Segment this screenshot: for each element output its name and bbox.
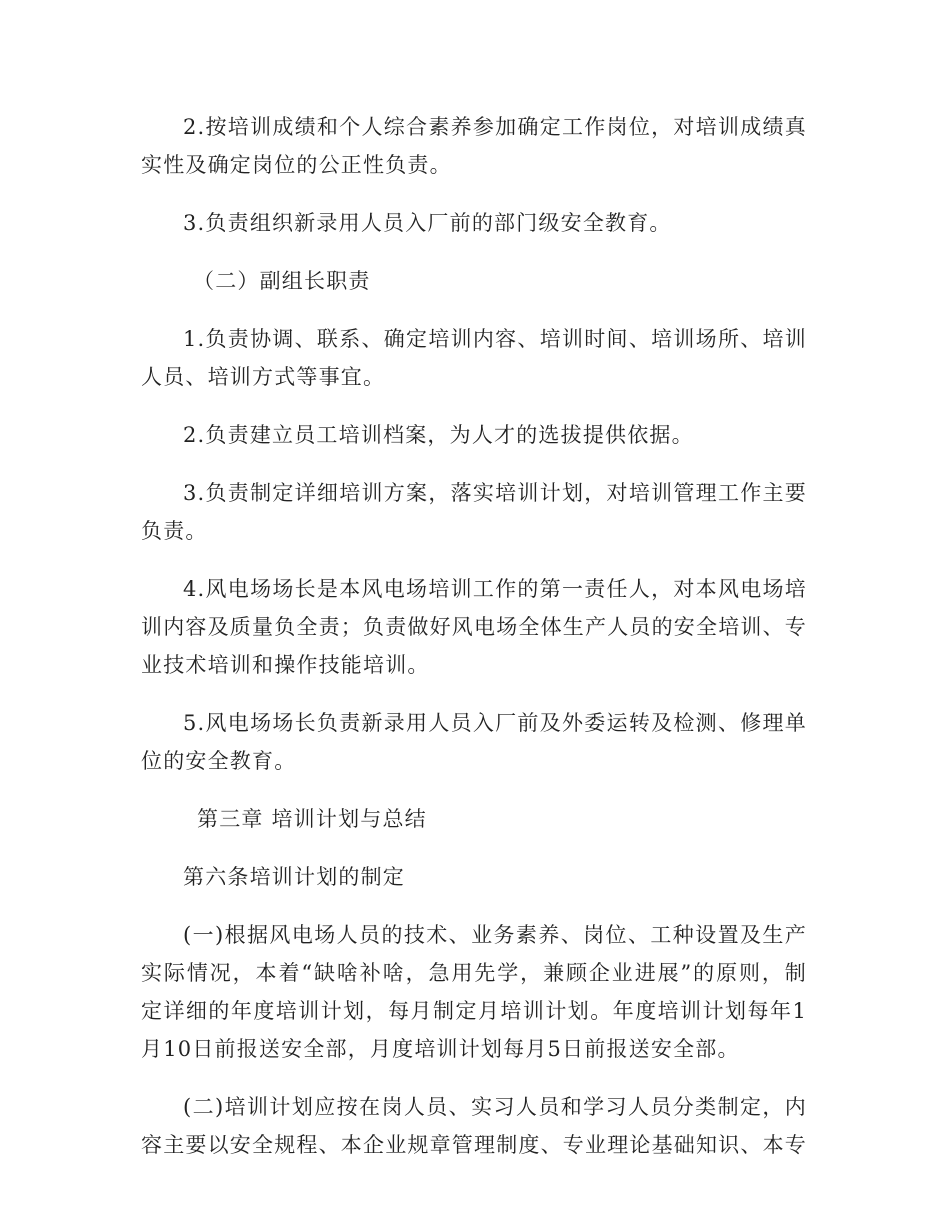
article-heading: 第六条培训计划的制定 bbox=[183, 865, 405, 889]
paragraph-1: 2.按培训成绩和个人综合素养参加确定工作岗位，对培训成绩真实性及确定岗位的公正性负责。 bbox=[141, 115, 807, 177]
paragraph-6: 4.风电场场长是本风电场培训工作的第一责任人，对本风电场培训内容及质量负全责；负责做好风电场全体生产人员的安全培训、专业技术培训和操作技能培训。 bbox=[141, 577, 807, 677]
paragraph-4: 2.负责建立员工培训档案，为人才的选拔提供依据。 bbox=[183, 423, 694, 447]
paragraph-5: 3.负责制定详细培训方案，落实培训计划，对培训管理工作主要负责。 bbox=[141, 481, 807, 543]
section-heading-vice-leader-duties: （二）副组长职责 bbox=[193, 269, 371, 293]
paragraph-3: 1.负责协调、联系、确定培训内容、培训时间、培训场所、培训人员、培训方式等事宜。 bbox=[141, 327, 807, 389]
paragraph-9: (二)培训计划应按在岗人员、实习人员和学习人员分类制定，内容主要以安全规程、本企业规章管理制度、专业理论基础知识、本专 bbox=[141, 1095, 807, 1157]
chapter-heading: 第三章 培训计划与总结 bbox=[197, 807, 427, 831]
paragraph-2: 3.负责组织新录用人员入厂前的部门级安全教育。 bbox=[183, 211, 672, 235]
document-body bbox=[141, 108, 807, 1184]
paragraph-7: 5.风电场场长负责新录用人员入厂前及外委运转及检测、修理单位的安全教育。 bbox=[141, 711, 807, 773]
paragraph-8: (一)根据风电场人员的技术、业务素养、岗位、工种设置及生产实际情况，本着“缺啥补啥，急用先学，兼顾企业进展”的原则，制定详细的年度培训计划，每月制定月培训计划。年度培训计划每年1月10日前报送安全部，月度培训计划每月5日前报送安全部。 bbox=[141, 923, 807, 1061]
